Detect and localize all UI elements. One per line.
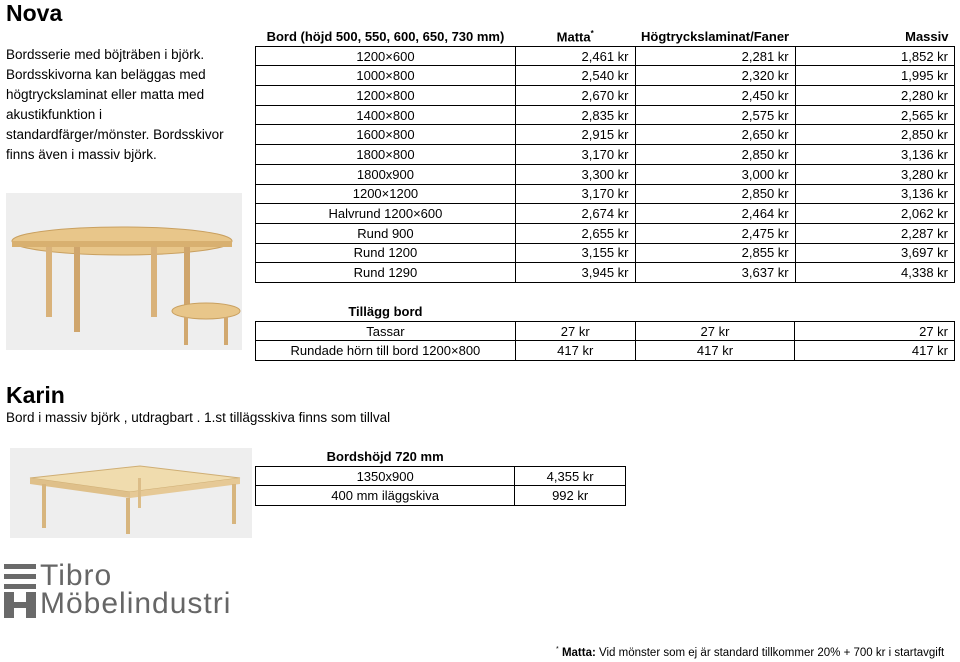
cell-size: 1000×800 <box>256 66 516 86</box>
cell-massiv: 27 kr <box>795 321 955 341</box>
cell-size: Rund 900 <box>256 223 516 243</box>
karin-heading-row <box>256 447 626 466</box>
cell-addon-name: Tassar <box>256 321 516 341</box>
nova-table-photo <box>6 193 242 350</box>
cell-size: 1600×800 <box>256 125 516 145</box>
logo-line2: Möbelindustri <box>40 587 232 620</box>
cell-matta: 2,670 kr <box>515 86 635 106</box>
cell-matta: 3,155 kr <box>515 243 635 263</box>
table-row <box>256 145 955 165</box>
cell-massiv: 3,136 kr <box>795 145 954 165</box>
cell-laminat: 417 kr <box>635 341 795 361</box>
cell-laminat: 27 kr <box>635 321 795 341</box>
cell-matta: 2,674 kr <box>515 204 635 224</box>
cell-massiv: 3,280 kr <box>795 164 954 184</box>
cell-size: 1200×1200 <box>256 184 516 204</box>
header-table-size: Bord (höjd 500, 550, 600, 650, 730 mm) <box>266 28 505 44</box>
cell-size: 1800x900 <box>256 164 516 184</box>
table-row <box>256 263 955 283</box>
cell-size: 1400×800 <box>256 105 516 125</box>
cell-matta: 27 kr <box>515 321 635 341</box>
cell-laminat: 2,475 kr <box>635 223 795 243</box>
cell-size: Rund 1200 <box>256 243 516 263</box>
addons-heading-row <box>256 302 955 321</box>
nova-table-header <box>256 27 955 46</box>
tm-logo-icon <box>2 562 42 620</box>
cell-price: 4,355 kr <box>515 466 626 486</box>
table-row <box>256 46 955 66</box>
cell-massiv: 2,850 kr <box>795 125 954 145</box>
table-row <box>256 204 955 224</box>
nova-addons-table <box>255 302 955 361</box>
cell-laminat: 2,281 kr <box>635 46 795 66</box>
cell-laminat: 2,850 kr <box>635 184 795 204</box>
footnote <box>556 646 944 659</box>
karin-table-photo <box>10 448 252 538</box>
karin-description: Bord i massiv björk , utdragbart . 1.st tillägsskiva finns som tillval <box>6 410 391 425</box>
cell-massiv: 2,280 kr <box>795 86 954 106</box>
cell-massiv: 4,338 kr <box>795 263 954 283</box>
cell-matta: 3,170 kr <box>515 184 635 204</box>
header-laminat: Högtryckslaminat/Faner <box>641 28 790 44</box>
footnote-text: Vid mönster som ej är standard tillkommer 20% + 700 kr i startavgift <box>595 646 945 659</box>
cell-size: Halvrund 1200×600 <box>256 204 516 224</box>
cell-size: 400 mm iläggskiva <box>256 486 515 506</box>
cell-matta: 3,945 kr <box>515 263 635 283</box>
cell-matta: 2,540 kr <box>515 66 635 86</box>
cell-laminat: 2,650 kr <box>635 125 795 145</box>
table-row <box>256 341 955 361</box>
cell-matta: 2,835 kr <box>515 105 635 125</box>
table-row <box>256 66 955 86</box>
cell-laminat: 2,855 kr <box>635 243 795 263</box>
table-row <box>256 486 626 506</box>
footnote-label: Matta: <box>561 646 596 659</box>
cell-matta: 2,655 kr <box>515 223 635 243</box>
karin-heading: Bordshöjd 720 mm <box>326 448 444 464</box>
cell-laminat: 2,450 kr <box>635 86 795 106</box>
cell-matta: 417 kr <box>515 341 635 361</box>
table-row <box>256 223 955 243</box>
cell-size: 1200×800 <box>256 86 516 106</box>
cell-massiv: 3,697 kr <box>795 243 954 263</box>
cell-massiv: 2,062 kr <box>795 204 954 224</box>
logo-line1: Tibro <box>40 559 113 592</box>
header-matta: Matta* <box>556 28 594 44</box>
cell-laminat: 2,575 kr <box>635 105 795 125</box>
cell-size: 1800×800 <box>256 145 516 165</box>
addons-heading: Tillägg bord <box>348 303 423 319</box>
table-row <box>256 164 955 184</box>
cell-massiv: 2,287 kr <box>795 223 954 243</box>
cell-massiv: 3,136 kr <box>795 184 954 204</box>
cell-size: 1350x900 <box>256 466 515 486</box>
cell-price: 992 kr <box>515 486 626 506</box>
karin-price-table <box>255 447 626 506</box>
table-row <box>256 321 955 341</box>
nova-price-table <box>255 27 955 283</box>
cell-massiv: 2,565 kr <box>795 105 954 125</box>
nova-title: Nova <box>6 0 63 26</box>
cell-massiv: 1,852 kr <box>795 46 954 66</box>
table-row <box>256 243 955 263</box>
karin-title: Karin <box>6 382 65 408</box>
cell-size: Rund 1290 <box>256 263 516 283</box>
table-row <box>256 86 955 106</box>
cell-laminat: 2,320 kr <box>635 66 795 86</box>
cell-laminat: 2,464 kr <box>635 204 795 224</box>
header-massiv: Massiv <box>905 28 949 44</box>
cell-matta: 3,300 kr <box>515 164 635 184</box>
cell-laminat: 3,637 kr <box>635 263 795 283</box>
table-row <box>256 184 955 204</box>
tibro-logo <box>2 560 252 620</box>
table-row <box>256 105 955 125</box>
cell-size: 1200×600 <box>256 46 516 66</box>
cell-laminat: 3,000 kr <box>635 164 795 184</box>
cell-massiv: 417 kr <box>795 341 955 361</box>
cell-laminat: 2,850 kr <box>635 145 795 165</box>
cell-matta: 2,461 kr <box>515 46 635 66</box>
nova-description: Bordsserie med böjträben i björk. Bordsskivorna kan beläggas med högtryckslaminat eller matta med akustikfunktion i standardfärger/mönster. Bordsskivor finns även i massiv björk. <box>6 47 224 162</box>
table-row <box>256 125 955 145</box>
cell-addon-name: Rundade hörn till bord 1200×800 <box>256 341 516 361</box>
cell-matta: 3,170 kr <box>515 145 635 165</box>
cell-massiv: 1,995 kr <box>795 66 954 86</box>
table-row <box>256 466 626 486</box>
cell-matta: 2,915 kr <box>515 125 635 145</box>
footnote-marker: * <box>556 646 559 653</box>
